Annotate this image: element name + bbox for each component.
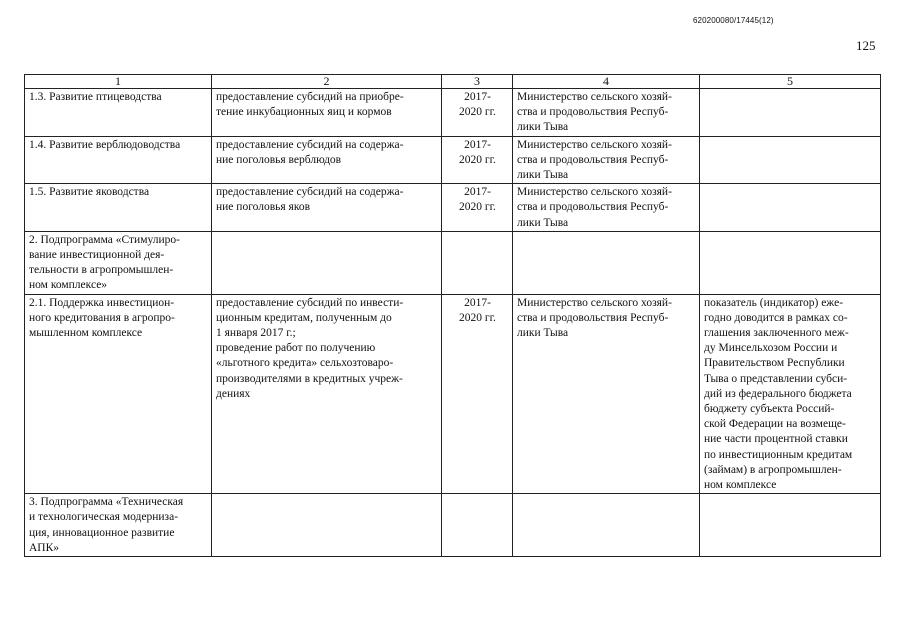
column-header-3: 3 [442,75,513,89]
action-cell [212,231,442,294]
table-header-row [25,75,881,89]
executor-cell [513,494,700,557]
measure-name-cell: 1.5. Развитие яководства [25,184,212,232]
column-header-2: 2 [212,75,442,89]
indicator-cell [700,494,881,557]
executor-cell: Министерство сельского хозяй- ства и продовольствия Респуб- лики Тыва [513,294,700,494]
table-row [25,136,881,184]
measure-name-cell: 1.3. Развитие птицеводства [25,89,212,137]
measure-name-cell: 2. Подпрограмма «Стимулиро- вание инвестиционной дея- тельности в агропромышлен- ном комплексе» [25,231,212,294]
indicator-cell [700,89,881,137]
period-cell: 2017- 2020 гг. [442,136,513,184]
executor-cell: Министерство сельского хозяй- ства и продовольствия Респуб- лики Тыва [513,184,700,232]
action-cell: предоставление субсидий на приобре- тение инкубационных яиц и кормов [212,89,442,137]
action-cell: предоставление субсидий по инвести- ционным кредитам, полученным до 1 января 2017 г.; проведение работ по получению «льготного кредита» сельхозтоваро- производителями в кредитных учреж- дениях [212,294,442,494]
measure-name-cell: 2.1. Поддержка инвестицион- ного кредитования в агропро- мышленном комплексе [25,294,212,494]
column-header-4: 4 [513,75,700,89]
period-cell [442,231,513,294]
action-cell [212,494,442,557]
page-number: 125 [856,38,876,53]
indicator-cell [700,231,881,294]
period-cell: 2017- 2020 гг. [442,184,513,232]
period-cell [442,494,513,557]
executor-cell [513,231,700,294]
program-table [24,74,881,557]
measure-name-cell: 1.4. Развитие верблюдоводства [25,136,212,184]
document-id: 620200080/17445(12) [693,16,774,25]
action-cell: предоставление субсидий на содержа- ние поголовья верблюдов [212,136,442,184]
column-header-1: 1 [25,75,212,89]
table-row [25,294,881,494]
period-cell: 2017- 2020 гг. [442,294,513,494]
table-row [25,89,881,137]
table-row [25,184,881,232]
table-row [25,231,881,294]
column-header-5: 5 [700,75,881,89]
indicator-cell [700,136,881,184]
indicator-cell [700,184,881,232]
table-row [25,494,881,557]
indicator-cell: показатель (индикатор) еже- годно доводится в рамках со- глашения заключенного меж- ду Минсельхозом России и Правительством Республики Тыва о представлении субси- дий из федерального бюджета бюджету субъекта Россий- ской Федерации на возмеще- ние части процентной ставки по инвестиционным кредитам (займам) в агропромышлен- ном комплексе [700,294,881,494]
action-cell: предоставление субсидий на содержа- ние поголовья яков [212,184,442,232]
executor-cell: Министерство сельского хозяй- ства и продовольствия Респуб- лики Тыва [513,89,700,137]
measure-name-cell: 3. Подпрограмма «Техническая и технологическая модерниза- ция, инновационное развитие АПК» [25,494,212,557]
executor-cell: Министерство сельского хозяй- ства и продовольствия Респуб- лики Тыва [513,136,700,184]
period-cell: 2017- 2020 гг. [442,89,513,137]
